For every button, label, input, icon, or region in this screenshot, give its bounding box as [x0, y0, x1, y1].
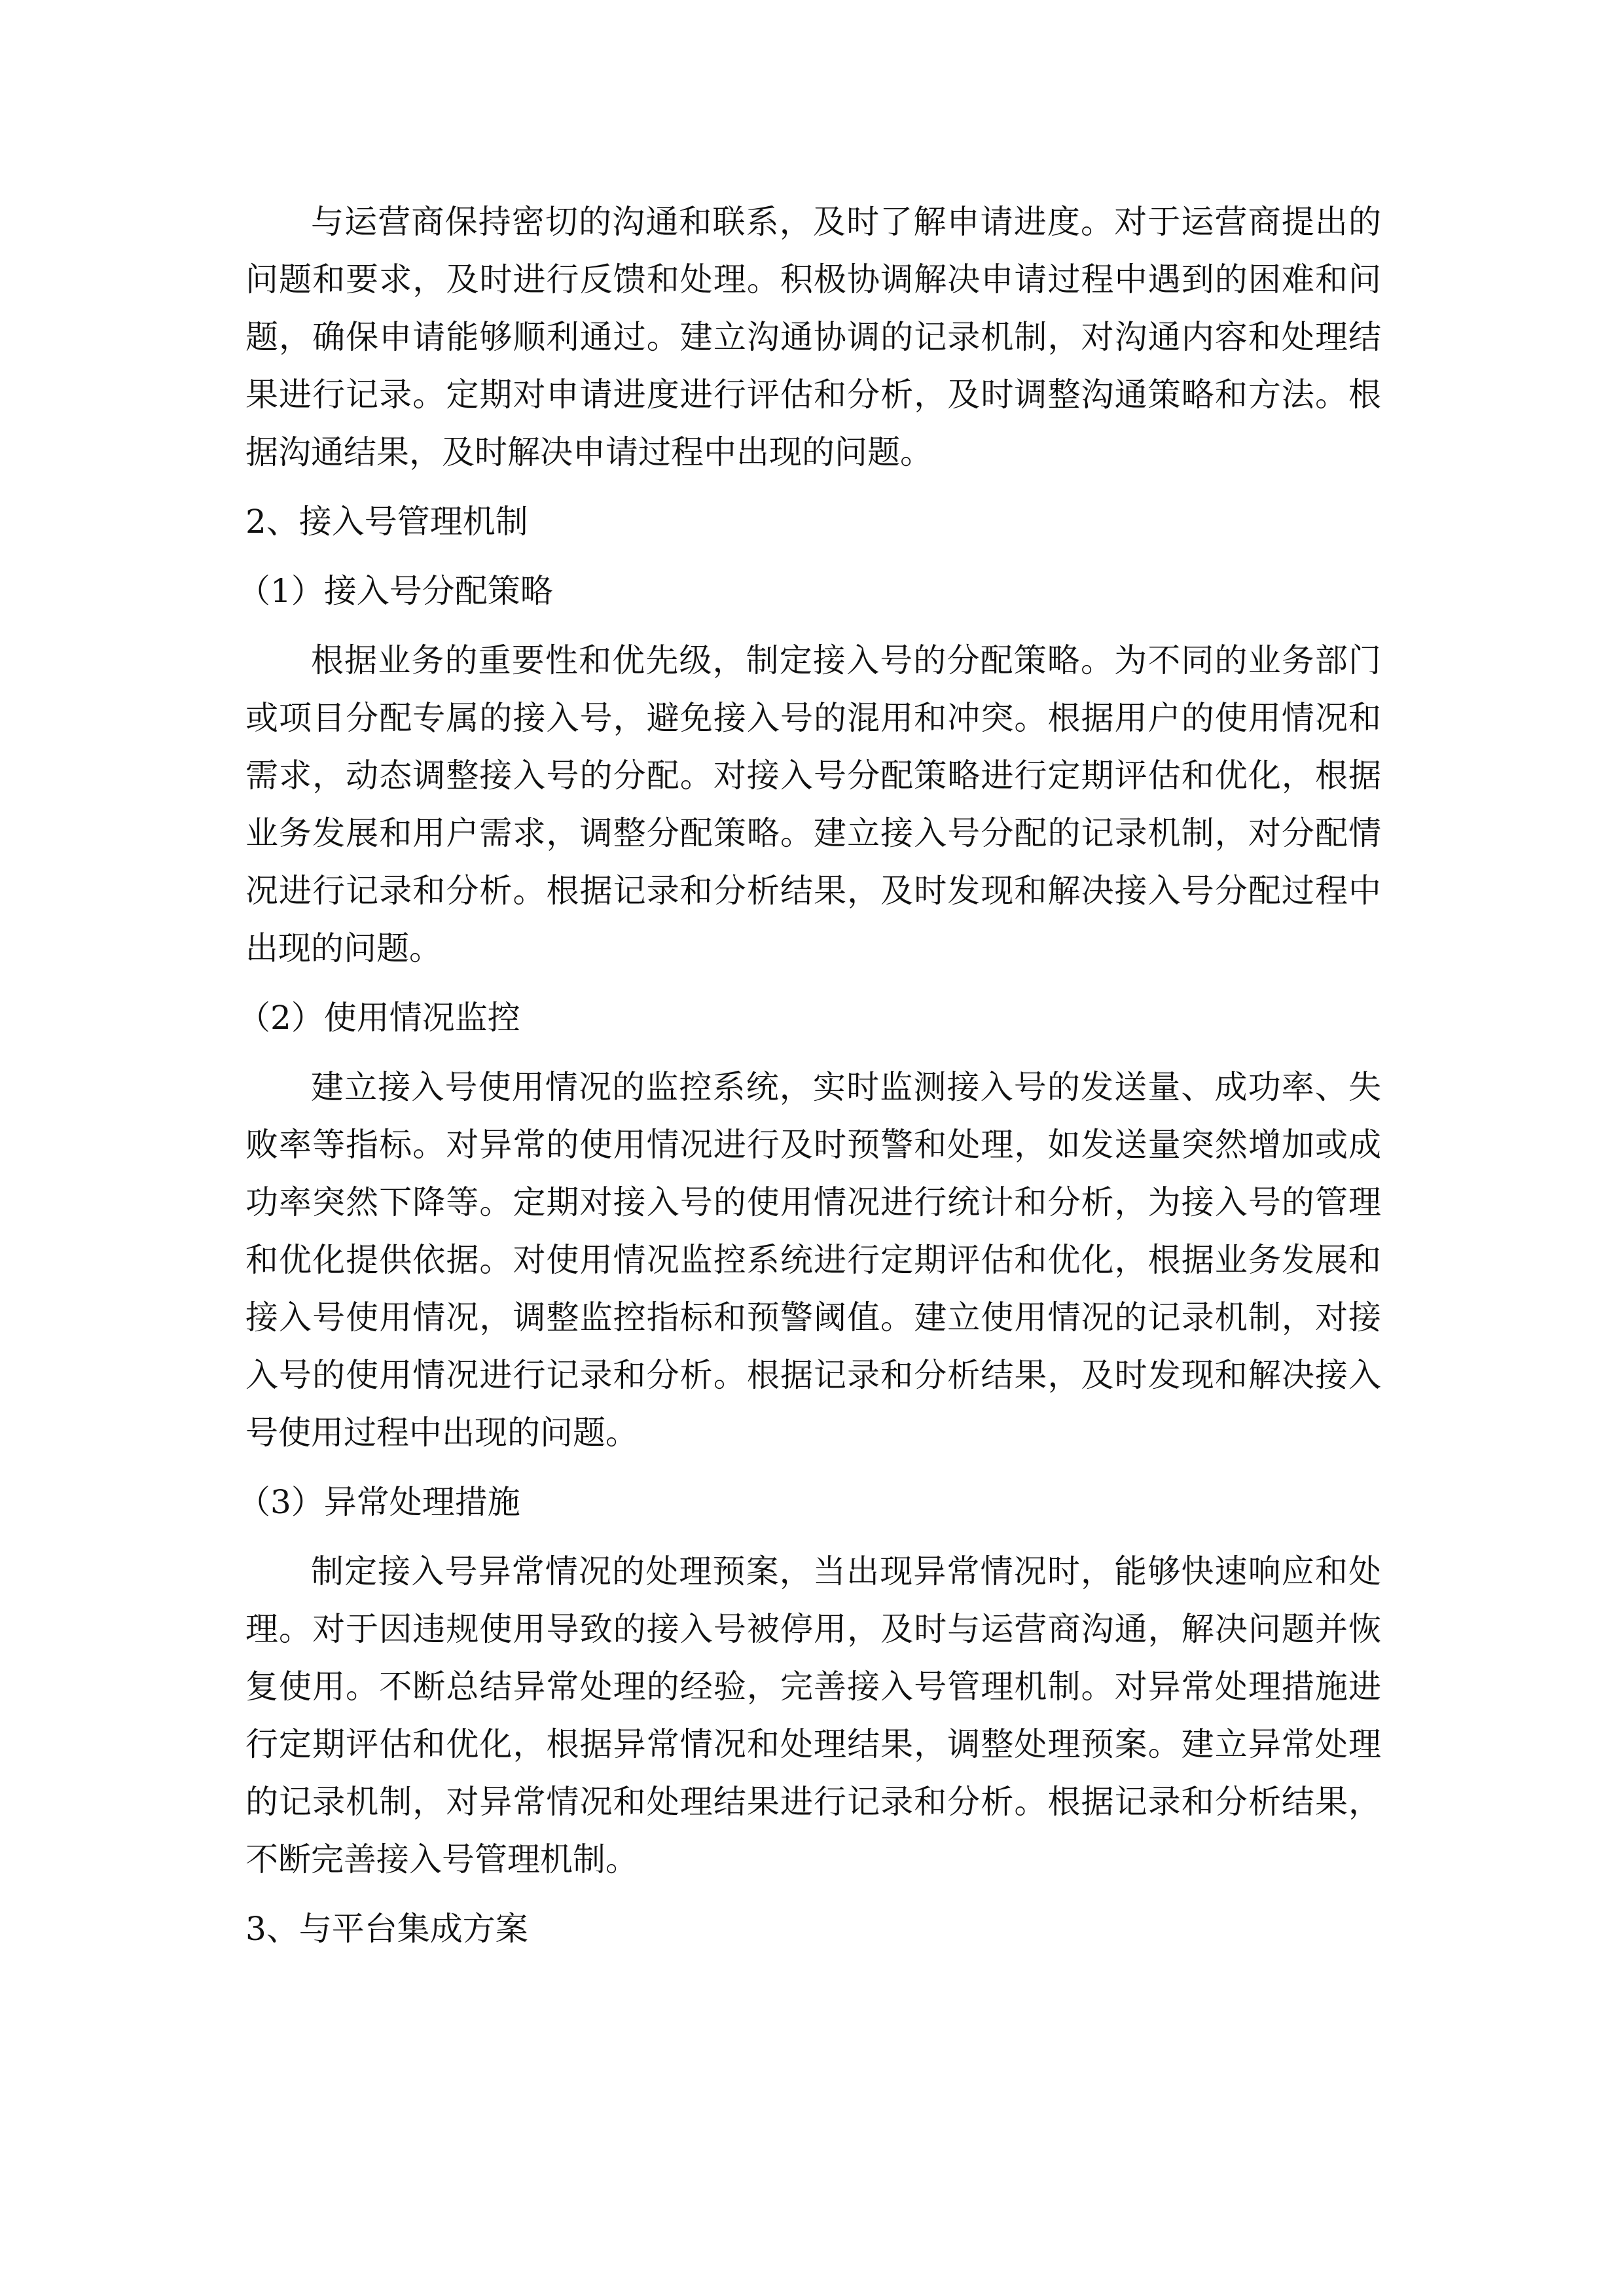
subsection-heading-usage-monitoring: （2）使用情况监控 — [238, 999, 520, 1037]
paragraph-allocation-strategy: 根据业务的重要性和优先级，制定接入号的分配策略。为不同的业务部门或项目分配专属的接入号，避免接入号的混用和冲突。根据用户的使用情况和需求，动态调整接入号的分配。对接入号分配策略进行定期评估和优化，根据业务发展和用户需求，调整分配策略。建立接入号分配的记录机制，对分配情况进行记录和分析。根据记录和分析结果，及时发现和解决接入号分配过程中出现的问题。 — [245, 641, 1381, 967]
document-body — [238, 193, 1381, 1969]
section-heading-platform-integration: 3、与平台集成方案 — [245, 1910, 528, 1948]
paragraph-communication: 与运营商保持密切的沟通和联系，及时了解申请进度。对于运营商提出的问题和要求，及时进行反馈和处理。积极协调解决申请过程中遇到的困难和问题，确保申请能够顺利通过。建立沟通协调的记录机制，对沟通内容和处理结果进行记录。定期对申请进度进行评估和分析，及时调整沟通策略和方法。根据沟通结果，及时解决申请过程中出现的问题。 — [245, 203, 1381, 471]
paragraph-usage-monitoring: 建立接入号使用情况的监控系统，实时监测接入号的发送量、成功率、失败率等指标。对异常的使用情况进行及时预警和处理，如发送量突然增加或成功率突然下降等。定期对接入号的使用情况进行统计和分析，为接入号的管理和优化提供依据。对使用情况监控系统进行定期评估和优化，根据业务发展和接入号使用情况，调整监控指标和预警阈值。建立使用情况的记录机制，对接入号的使用情况进行记录和分析。根据记录和分析结果，及时发现和解决接入号使用过程中出现的问题。 — [245, 1068, 1381, 1452]
section-heading-access-number-management: 2、接入号管理机制 — [245, 503, 528, 541]
subsection-heading-exception-handling: （3）异常处理措施 — [238, 1483, 520, 1521]
subsection-heading-allocation-strategy: （1）接入号分配策略 — [238, 572, 553, 610]
paragraph-exception-handling: 制定接入号异常情况的处理预案，当出现异常情况时，能够快速响应和处理。对于因违规使用导致的接入号被停用，及时与运营商沟通，解决问题并恢复使用。不断总结异常处理的经验，完善接入号管理机制。对异常处理措施进行定期评估和优化，根据异常情况和处理结果，调整处理预案。建立异常处理的记录机制，对异常情况和处理结果进行记录和分析。根据记录和分析结果，不断完善接入号管理机制。 — [245, 1552, 1381, 1878]
